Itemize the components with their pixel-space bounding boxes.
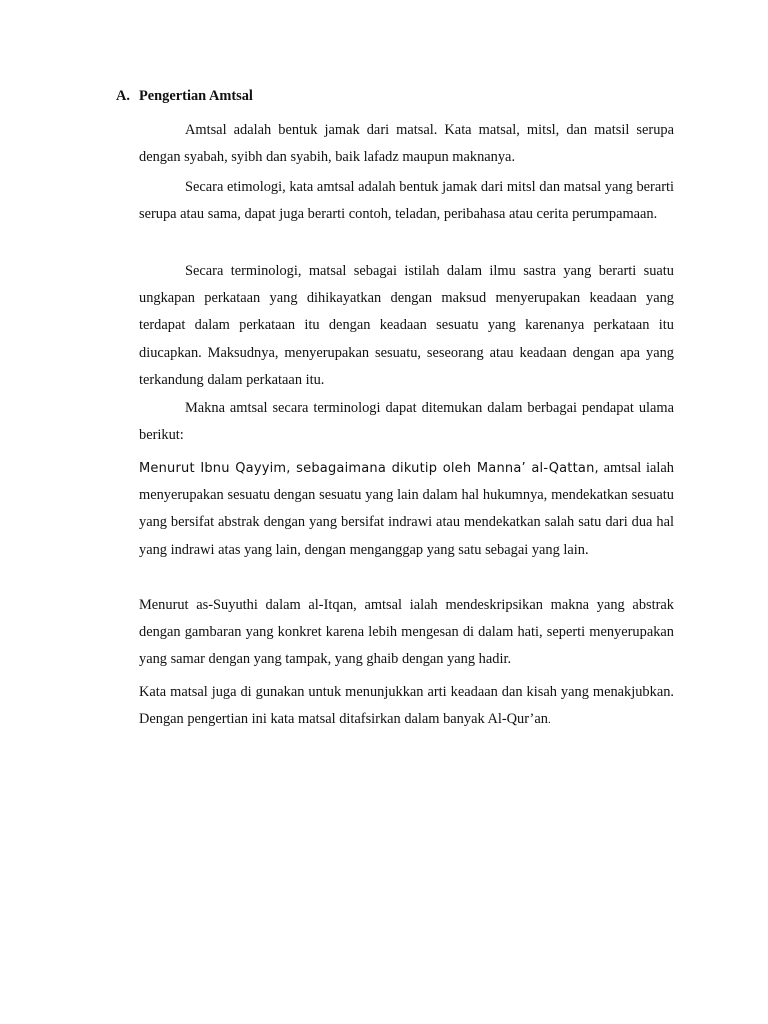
citation-body: amtsal ialah menyerupakan sesuatu dengan sesuatu yang lain dalam hal hukumnya, mendekatkan sesuatu yang bersifat abstrak dengan yang bersifat indrawi atau mendekatkan salah satu dari dua hal yang indrawi atas yang lain, dengan menganggap yang satu sebagai yang lain. — [139, 460, 674, 558]
paragraph-etymology: Secara etimologi, kata amtsal adalah bentuk jamak dari mitsl dan matsal yang berarti serupa atau sama, dapat juga berarti contoh, teladan, peribahasa atau cerita perumpamaan. — [139, 179, 674, 223]
paragraph-terminology: Secara terminologi, matsal sebagai istilah dalam ilmu sastra yang berarti suatu ungkapan perkataan yang dihikayatkan dengan maksud menyerupakan keadaan yang terdapat dalam perkataan itu dengan keadaan sesuatu yang karenanya perkataan itu diucapkan. Maksudnya, menyerupakan sesuatu, seseorang atau keadaan dengan apa yang terkandung dalam perkataan itu. — [139, 263, 674, 388]
paragraph-usage — [139, 679, 674, 734]
citation-intro: Menurut Ibnu Qayyim, sebagaimana dikutip oleh Manna’ al-Qattan, — [139, 461, 599, 476]
section-title: Pengertian Amtsal — [139, 88, 253, 104]
section-label: A. — [116, 88, 130, 104]
paragraph-definition: Amtsal adalah bentuk jamak dari matsal. Kata matsal, mitsl, dan matsil serupa dengan syabah, syibh dan syabih, baik lafadz maupun maknanya. — [139, 122, 674, 166]
paragraph-scholars-intro: Makna amtsal secara terminologi dapat ditemukan dalam berbagai pendapat ulama berikut: — [139, 400, 674, 444]
usage-period: . — [547, 714, 551, 727]
paragraph-ibnu-qayyim — [139, 455, 674, 564]
paragraph-as-suyuthi: Menurut as-Suyuthi dalam al-Itqan, amtsal ialah mendeskripsikan makna yang abstrak dengan gambaran yang konkret karena lebih mengesan di dalam hati, seperti menyerupakan yang samar dengan yang tampak, yang ghaib dengan yang hadir. — [139, 597, 674, 668]
section-heading — [116, 83, 253, 110]
usage-text: Kata matsal juga di gunakan untuk menunjukkan arti keadaan dan kisah yang menakjubkan. Dengan pengertian ini kata matsal ditafsirkan dalam banyak Al-Qur’an — [139, 684, 674, 728]
